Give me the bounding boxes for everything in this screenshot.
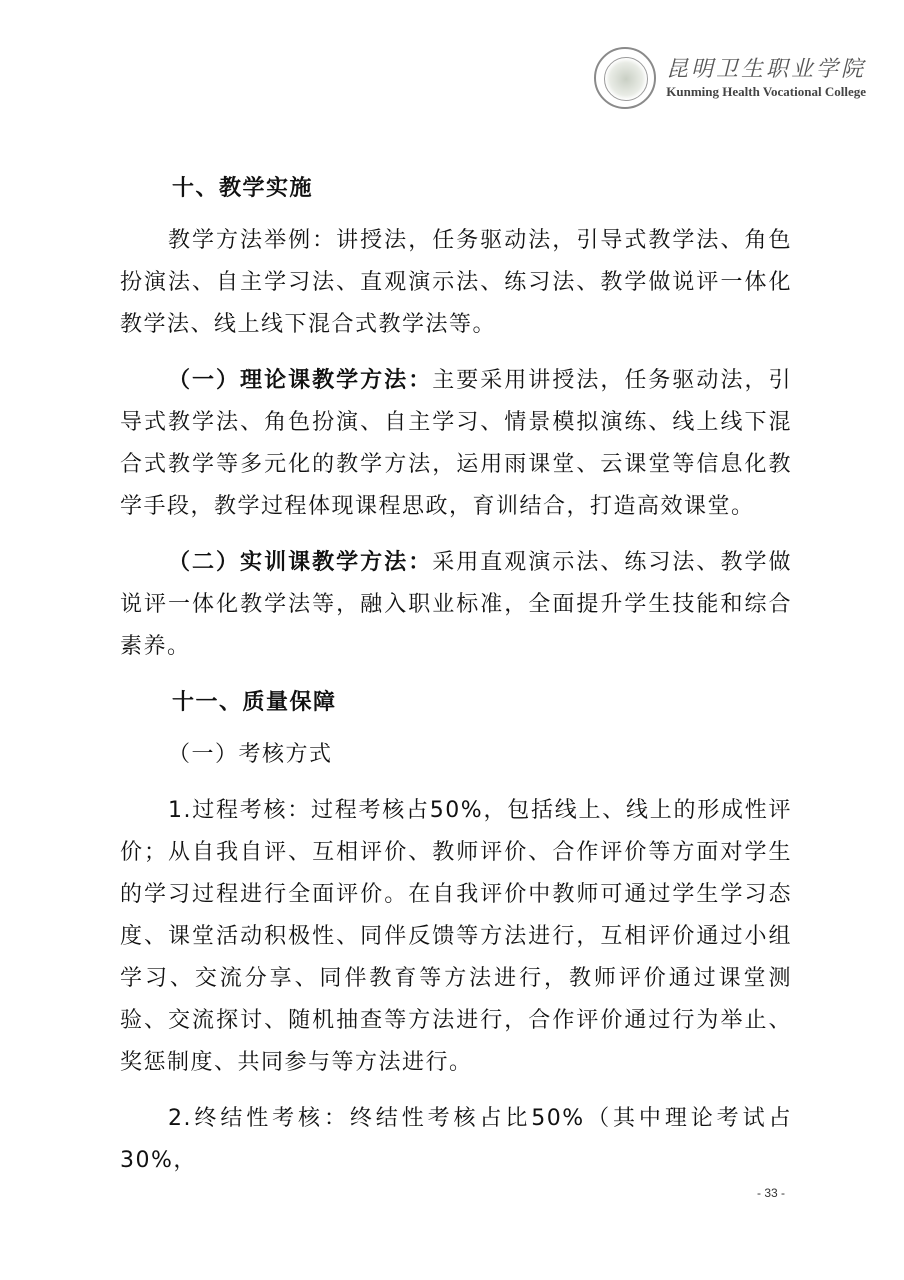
- subheading-assessment: （一）考核方式: [168, 742, 333, 767]
- theory-methods-body: 主要采用讲授法，任务驱动法，引导式教学法、角色扮演、自主学习、情景模拟演练、线上线下混合式教学等多元化的教学方法，运用雨课堂、云课堂等信息化教学手段，教学过程体现课程思政，育训结合，打造高效课堂。: [120, 368, 792, 519]
- college-header: [594, 47, 866, 109]
- paragraph-theory-methods: [120, 360, 792, 528]
- seal-emblem: [604, 57, 648, 101]
- practice-methods-lead: （二）实训课教学方法：: [168, 550, 433, 575]
- theory-methods-lead: （一）理论课教学方法：: [168, 368, 433, 393]
- section-10-heading: 十、教学实施: [172, 176, 314, 201]
- document-body: [120, 168, 792, 1182]
- section-11-heading: 十一、质量保障: [172, 690, 337, 715]
- paragraph-process-assessment: 1.过程考核：过程考核占50%，包括线上、线上的形成性评价；从自我自评、互相评价、教师评价、合作评价等方面对学生的学习过程进行全面评价。在自我评价中教师可通过学生学习态度、课堂活动积极性、同伴反馈等方法进行，互相评价通过小组学习、交流分享、同伴教育等方法进行，教师评价通过课堂测验、交流探讨、随机抽查等方法进行，合作评价通过行为举止、奖惩制度、共同参与等方法进行。: [120, 798, 792, 1075]
- college-name-en: Kunming Health Vocational College: [666, 84, 866, 99]
- practice-methods-body: 采用直观演示法、练习法、教学做说评一体化教学法等，融入职业标准，全面提升学生技能和综合素养。: [120, 550, 792, 659]
- college-seal-logo: [594, 47, 656, 109]
- page-number: - 33 -: [757, 1186, 786, 1200]
- college-name-block: [666, 56, 866, 100]
- paragraph-teaching-methods: 教学方法举例：讲授法，任务驱动法，引导式教学法、角色扮演法、自主学习法、直观演示法、练习法、教学做说评一体化教学法、线上线下混合式教学法等。: [120, 228, 792, 337]
- paragraph-practice-methods: [120, 542, 792, 668]
- paragraph-final-assessment: 2.终结性考核：终结性考核占比50%（其中理论考试占30%，: [120, 1106, 792, 1173]
- college-name-cn: 昆明卫生职业学院: [665, 57, 866, 82]
